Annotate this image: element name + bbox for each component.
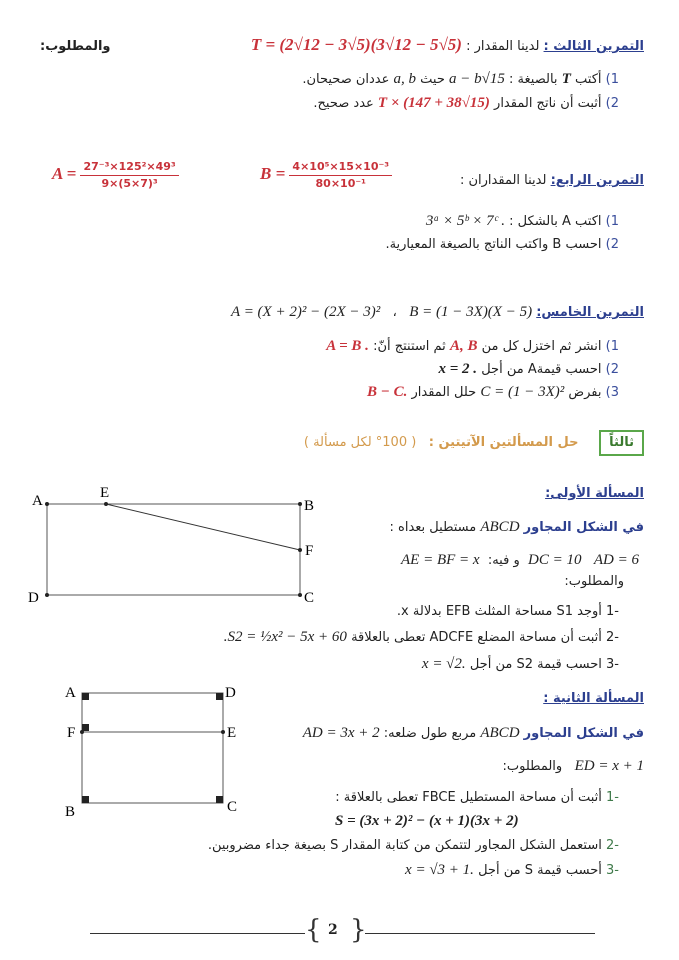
page-number: 2 bbox=[328, 922, 338, 938]
math: DC = 10 bbox=[528, 552, 582, 568]
item-number: -1 bbox=[606, 604, 619, 619]
exercise5-heading: التمرين الخامس: bbox=[536, 305, 644, 320]
math: AE = BF = x bbox=[401, 552, 480, 568]
text: احسب قيمة S2 من أجل bbox=[469, 657, 602, 672]
footer-brace-left: { bbox=[305, 915, 322, 945]
text: أوجد S1 مساحة المثلث EFB بدلالة x. bbox=[396, 604, 602, 619]
numerator: 4×10⁵×15×10⁻³ bbox=[289, 160, 392, 176]
label-F: F bbox=[67, 725, 76, 741]
item-number: -3 bbox=[606, 657, 619, 672]
problem2-intro bbox=[303, 724, 644, 743]
text: عددان صحيحان. bbox=[302, 72, 390, 87]
math: x = 2 . bbox=[438, 361, 478, 377]
formula-A: A = (X + 2)² − (2X − 3)² bbox=[231, 304, 381, 320]
math: A, B bbox=[449, 338, 478, 354]
item-number: 1) bbox=[605, 214, 619, 229]
math: 3ᵃ × 5ᵇ × 7ᶜ . bbox=[425, 213, 506, 229]
exercise3-intro: لدينا المقدار : bbox=[466, 39, 540, 54]
item-number: -2 bbox=[606, 838, 619, 853]
math: C = (1 − 3X)² bbox=[480, 384, 565, 400]
problem2-given bbox=[503, 757, 644, 776]
item-number: -1 bbox=[606, 790, 619, 805]
text: حلل المقدار bbox=[411, 385, 477, 400]
math: B = bbox=[260, 164, 286, 183]
text: عدد صحيح. bbox=[313, 96, 374, 111]
part3-box: ثالثاً bbox=[599, 430, 644, 456]
item-number: 2) bbox=[605, 362, 619, 377]
separator: ، bbox=[392, 305, 397, 320]
label-A: A bbox=[32, 493, 43, 509]
text: بالصيغة : bbox=[509, 72, 558, 87]
square-figure bbox=[55, 680, 255, 820]
exercise5-item2 bbox=[439, 360, 620, 379]
text: انشر ثم اختزل كل من bbox=[481, 339, 602, 354]
formula-B bbox=[260, 160, 392, 191]
problem1-required: والمطلوب: bbox=[564, 574, 624, 589]
math: T × (147 + 38√15) bbox=[377, 95, 490, 111]
item-number: -3 bbox=[606, 863, 619, 878]
footer-line-left bbox=[90, 933, 305, 934]
math: x = √2. bbox=[421, 656, 466, 672]
label-D: D bbox=[225, 685, 236, 701]
label-C: C bbox=[227, 799, 238, 815]
math: a, b bbox=[393, 71, 417, 87]
formula-B: B = (1 − 3X)(X − 5) bbox=[409, 304, 533, 320]
math: x = √3 + 1. bbox=[405, 862, 474, 878]
label-C: C bbox=[304, 590, 315, 606]
problem2-item3 bbox=[405, 861, 619, 880]
exercise4-item1 bbox=[426, 212, 619, 231]
footer-brace-right: } bbox=[350, 915, 367, 945]
exercise4-intro: لدينا المقداران : bbox=[459, 173, 547, 188]
text: في الشكل المجاور bbox=[523, 520, 644, 535]
part3-header bbox=[304, 430, 644, 456]
exercise3-required: والمطلوب: bbox=[40, 39, 111, 54]
problem1-intro bbox=[390, 518, 644, 537]
label-A: A bbox=[65, 685, 76, 701]
text: أحسب قيمة S من أجل bbox=[478, 863, 602, 878]
part3-title: حل المسألتين الآتيتين : bbox=[428, 435, 579, 450]
text: مستطيل بعداه : bbox=[389, 520, 477, 535]
formula-T: T = (2√12 − 3√5)(3√12 − 5√5) bbox=[250, 35, 462, 54]
footer-line-right bbox=[365, 933, 595, 934]
exercise4-heading: التمرين الرابع: bbox=[550, 173, 644, 188]
formula-A bbox=[52, 160, 179, 191]
exercise3-header bbox=[251, 36, 644, 56]
label-E: E bbox=[227, 725, 237, 741]
item-number: 2) bbox=[605, 96, 619, 111]
item-number: 1) bbox=[605, 72, 619, 87]
text: أثبت أن ناتج المقدار bbox=[494, 96, 602, 111]
text: في الشكل المجاور bbox=[523, 726, 644, 741]
problem1-item3 bbox=[422, 655, 619, 674]
text: احسب قيمةA من أجل bbox=[481, 362, 602, 377]
item-number: -2 bbox=[606, 630, 619, 645]
math: AD = 3x + 2 bbox=[302, 725, 380, 741]
problem2-heading: المسألة الثانية : bbox=[543, 691, 644, 706]
problem1-item1 bbox=[397, 603, 619, 621]
item-number: 2) bbox=[605, 237, 619, 252]
text: أثبت أن مساحة المستطيل FBCE تعطى بالعلاقة : bbox=[335, 790, 602, 805]
math: ABCD bbox=[480, 725, 520, 741]
label-F: F bbox=[305, 543, 314, 559]
math: A = bbox=[52, 164, 77, 183]
item-number: 3) bbox=[605, 385, 619, 400]
problem2-item1 bbox=[335, 789, 619, 807]
exercise5-item3 bbox=[367, 383, 619, 402]
exercise3-item1 bbox=[302, 70, 619, 89]
exercise5-header bbox=[231, 303, 644, 322]
text: استعمل الشكل المجاور لتتمكن من كتابة المقدار S بصيغة جداء مضروبين. bbox=[207, 838, 602, 853]
exercise3-heading: التمرين الثالث : bbox=[543, 39, 644, 54]
text: و فيه: bbox=[487, 553, 520, 568]
numerator: 27⁻³×125²×49³ bbox=[80, 160, 178, 176]
math: .S2 = ½x² − 5x + 60 bbox=[223, 629, 347, 645]
part3-points: ( 100° لكل مسألة ) bbox=[303, 435, 417, 450]
text: مربع طول ضلعه: bbox=[383, 726, 477, 741]
problem1-item2 bbox=[224, 628, 619, 647]
math: B − C. bbox=[367, 384, 408, 400]
exercise3-item2 bbox=[313, 94, 619, 113]
math: T bbox=[561, 71, 571, 87]
text: والمطلوب: bbox=[502, 759, 563, 774]
fraction bbox=[289, 160, 392, 191]
text: ثم استنتج أنّ: bbox=[373, 339, 446, 354]
exercise4-header bbox=[460, 172, 644, 190]
denominator: 80×10⁻¹ bbox=[315, 177, 366, 190]
exercise5-item1 bbox=[326, 337, 619, 356]
math: ABCD bbox=[480, 519, 520, 535]
math: a − b√15 bbox=[449, 71, 505, 87]
text: أثبت أن مساحة المضلع ADCFE تعطى بالعلاقة bbox=[351, 630, 602, 645]
problem1-given bbox=[401, 551, 639, 570]
denominator: 9×(5×7)³ bbox=[101, 177, 158, 190]
label-D: D bbox=[28, 590, 39, 606]
fraction bbox=[80, 160, 178, 191]
math: A = B . bbox=[326, 338, 369, 354]
text: حيث bbox=[420, 72, 445, 87]
label-E: E bbox=[100, 485, 110, 501]
text: احسب B واكتب الناتج بالصيغة المعيارية. bbox=[385, 237, 602, 252]
problem1-heading: المسألة الأولى: bbox=[545, 486, 644, 501]
problem2-item2 bbox=[208, 837, 619, 855]
item-number: 1) bbox=[605, 339, 619, 354]
exercise4-item2 bbox=[385, 236, 619, 254]
label-B: B bbox=[304, 498, 315, 514]
rectangle-figure bbox=[20, 480, 320, 615]
text: بفرض bbox=[568, 385, 602, 400]
label-B: B bbox=[65, 804, 76, 820]
math: ED = x + 1 bbox=[574, 758, 644, 774]
math: AD = 6 bbox=[593, 552, 639, 568]
text: اكتب A بالشكل : bbox=[509, 214, 602, 229]
text: أكتب bbox=[575, 72, 602, 87]
problem2-item1-formula: S = (3x + 2)² − (x + 1)(3x + 2) bbox=[335, 813, 519, 829]
